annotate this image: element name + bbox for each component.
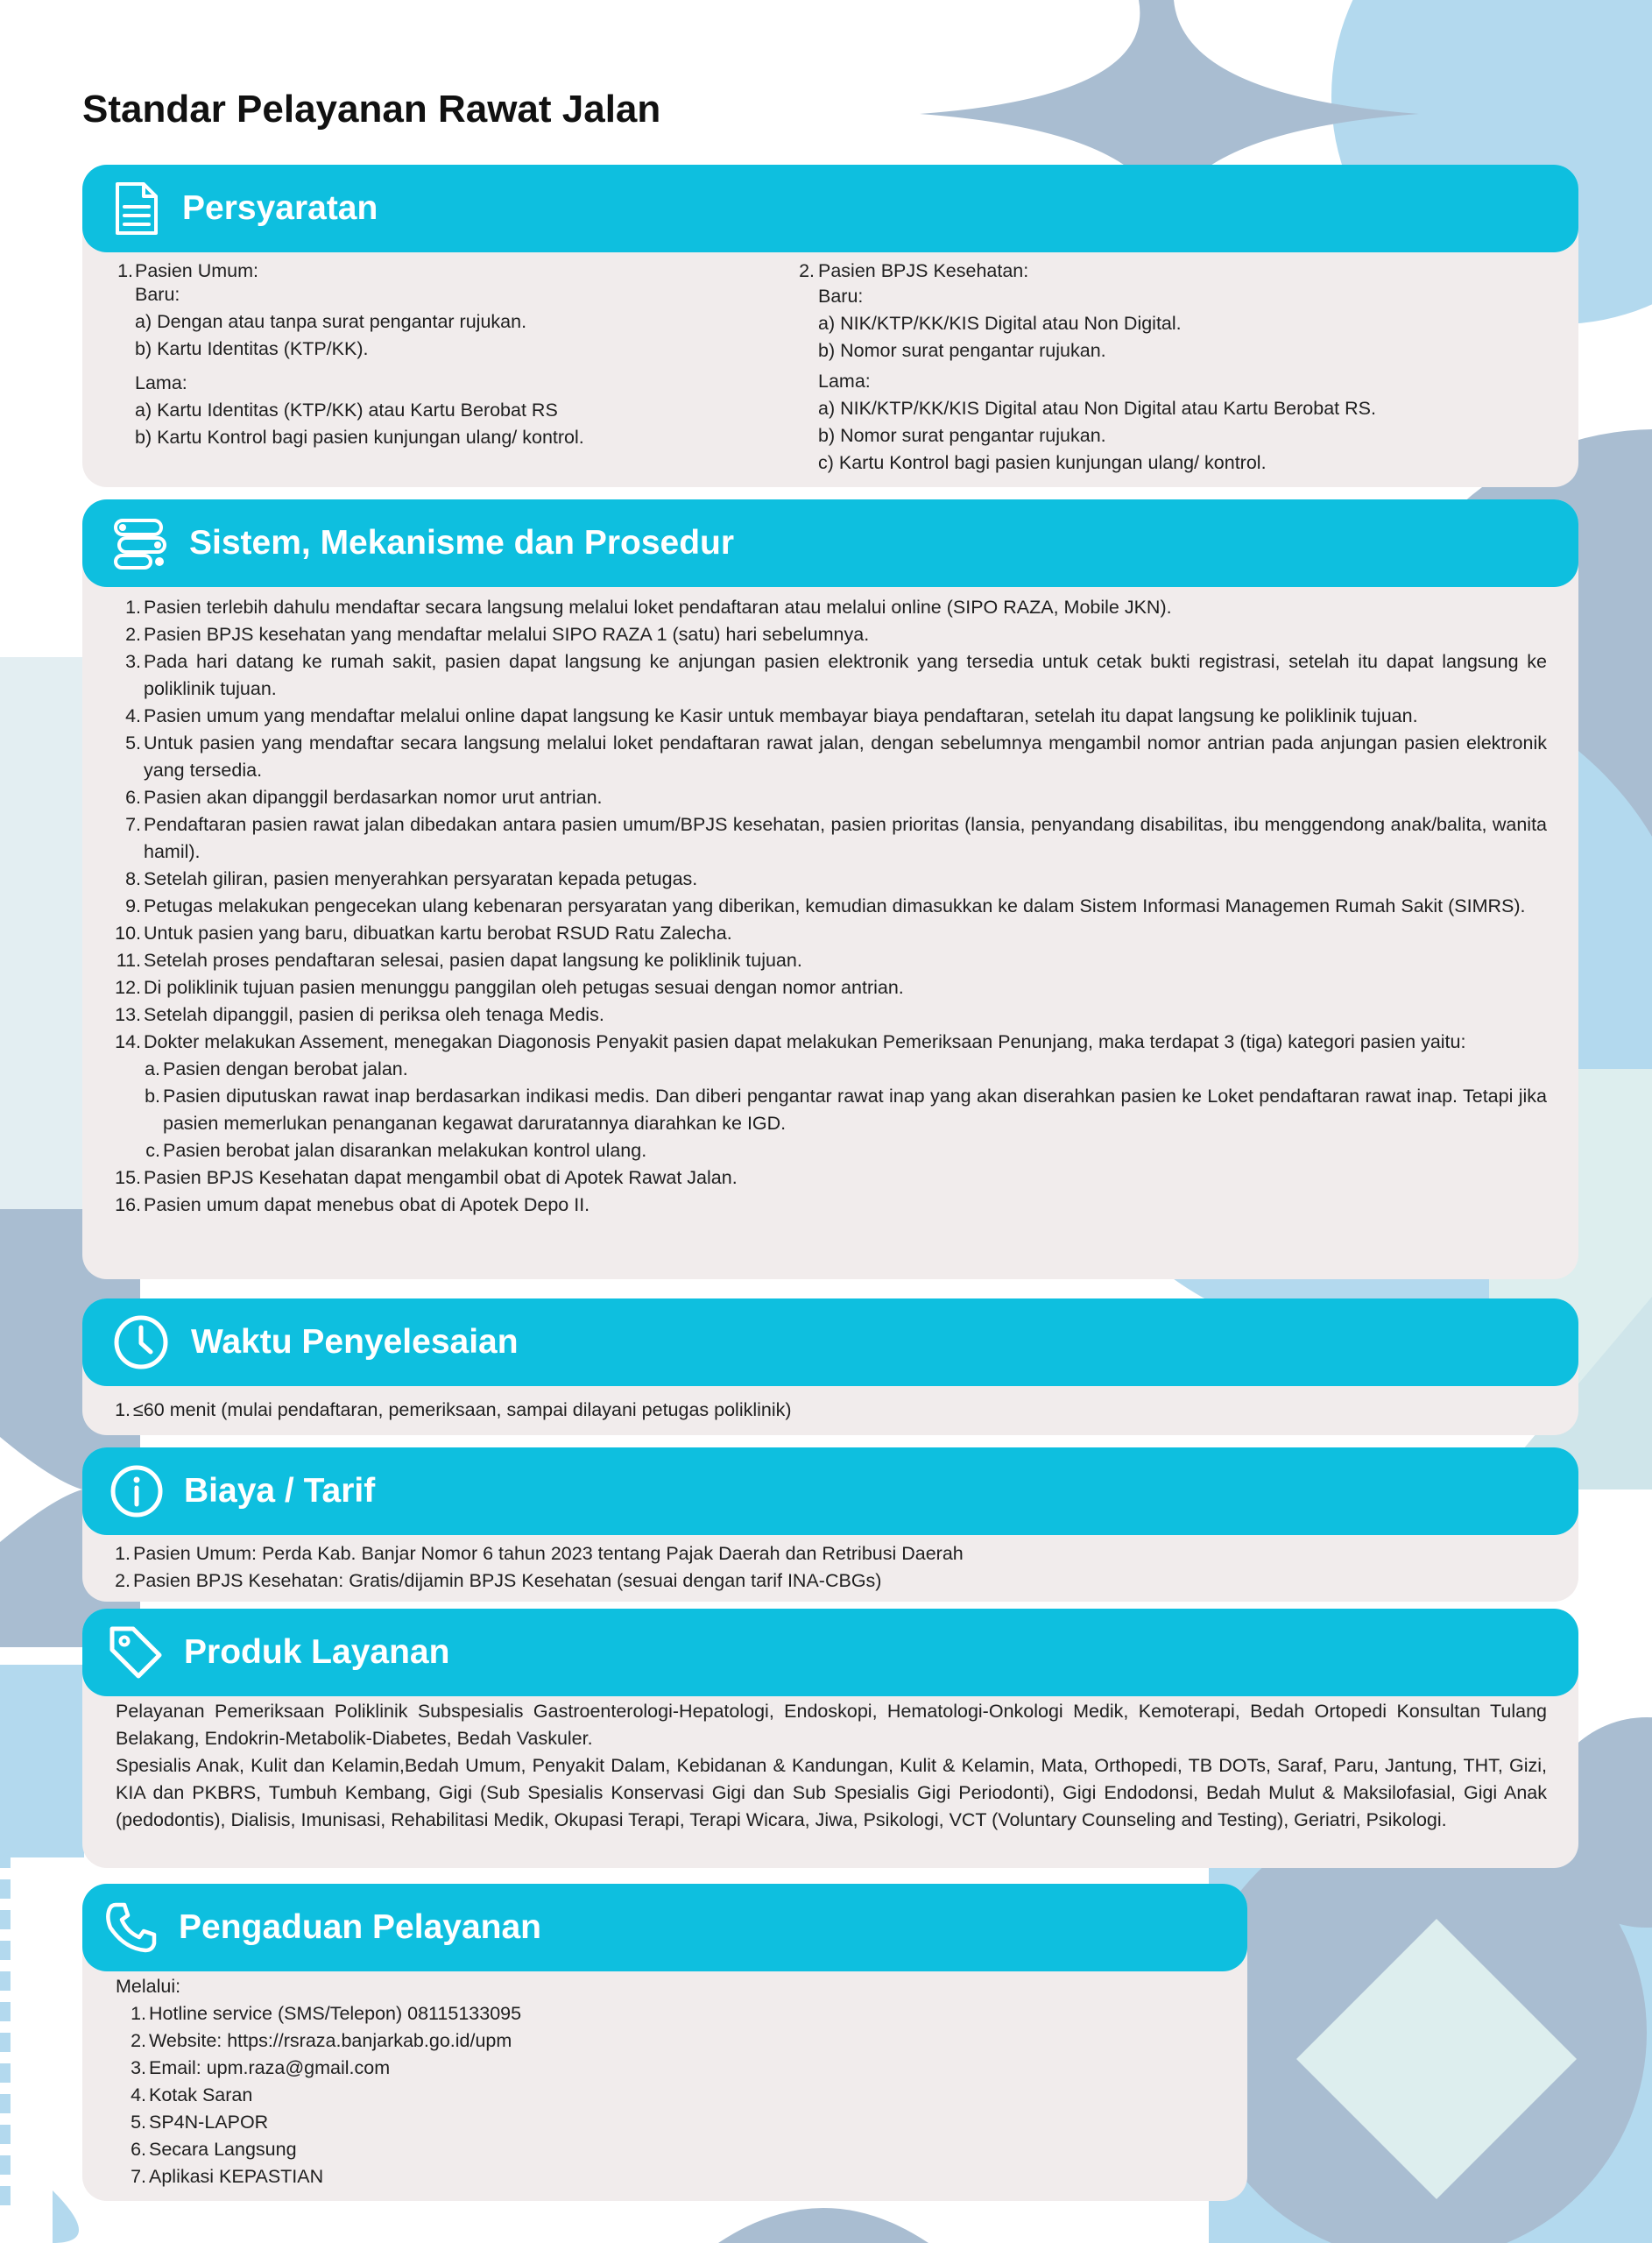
sistem-list [110, 594, 1547, 1056]
pengaduan-list [116, 2000, 1216, 2190]
produk-paragraph: Pelayanan Pemeriksaan Poliklinik Subspesialis Gastroenterologi-Hepatologi, Endoskopi, Hematologi-Onkologi Medik, Kemoterapi, Bedah Ortopedi Konsultan Tulang Belakang, Endokrin-Metabolik-Diabetes, Bedah Vaskuler. [116, 1701, 1547, 1749]
bpjs-baru-label: Baru: [818, 286, 864, 307]
section-persyaratan [82, 165, 1578, 487]
list-item: 10. Untuk pasien yang baru, dibuatkan kartu berobat RSUD Ratu Zalecha. [115, 923, 732, 944]
list-number: 2. [799, 260, 815, 281]
umum-heading: Pasien Umum: [135, 260, 258, 281]
list-item: 13. Setelah dipanggil, pasien di periksa oleh tenaga Medis. [115, 1004, 604, 1025]
list-item: 3. Email: upm.raza@gmail.com [131, 2057, 391, 2078]
bpjs-heading: Pasien BPJS Kesehatan: [818, 260, 1029, 281]
bpjs-baru-item: a) NIK/KTP/KK/KIS Digital atau Non Digital. [818, 313, 1182, 334]
biaya-list [107, 1540, 1547, 1595]
sub-list-item: c. Pasien berobat jalan disarankan melakukan kontrol ulang. [145, 1140, 647, 1161]
section-header [82, 499, 1578, 587]
page-title: Standar Pelayanan Rawat Jalan [82, 88, 661, 131]
list-item: 5. SP4N-LAPOR [131, 2112, 269, 2133]
list-item: 6. Secara Langsung [131, 2139, 297, 2160]
list-item: 1. Hotline service (SMS/Telepon) 08115133095 [131, 2003, 522, 2024]
list-item: 16. Pasien umum dapat menebus obat di Apotek Depo II. [115, 1194, 590, 1215]
bpjs-lama-item: b) Nomor surat pengantar rujukan. [818, 425, 1106, 446]
bpjs-baru-item: b) Nomor surat pengantar rujukan. [818, 340, 1106, 361]
list-item: 3. Pada hari datang ke rumah sakit, pasien dapat langsung ke anjungan pasien elektronik yang tersedia untuk cetak bukti registrasi, setelah itu dapat langsung ke poliklinik tujuan. [125, 651, 1547, 699]
sistem-content [110, 594, 1547, 1219]
list-item: 7. Pendaftaran pasien rawat jalan dibedakan antara pasien umum/BPJS kesehatan, pasien prioritas (lansia, penyandang disabilitas, ibu menggendong anak/balita, wanita hamil). [125, 814, 1547, 862]
bpjs-lama-item: c) Kartu Kontrol bagi pasien kunjungan ulang/ kontrol. [818, 452, 1267, 473]
section-title: Sistem, Mekanisme dan Prosedur [189, 524, 735, 562]
produk-paragraph: Spesialis Anak, Kulit dan Kelamin,Bedah Umum, Penyakit Dalam, Kebidanan & Kandungan, Kulit & Kelamin, Mata, Orthopedi, TB DOTs, Saraf, Paru, Jantung, THT, Gizi, KIA dan PKBRS, Tumbuh Kembang, Gigi (Sub Spesialis Konservasi Gigi dan Sub Spesialis Gigi Periodonti), Gigi Endodonsi, Bedah Mulut & Maksilofasial, Gigi Anak (pedodontis), Dialisis, Imunisasi, Rehabilitasi Medik, Okupasi Terapi, Terapi Wicara, Jiwa, Psikologi, VCT (Voluntary Counseling and Testing), Geriatri, Psikologi. [116, 1755, 1547, 1830]
list-item: 11. Setelah proses pendaftaran selesai, pasien dapat langsung ke poliklinik tujuan. [116, 950, 802, 971]
section-biaya [82, 1447, 1578, 1602]
list-item: 9. Petugas melakukan pengecekan ulang kebenaran persyaratan yang diberikan, kemudian dimasukkan ke dalam Sistem Informasi Managemen Rumah Sakit (SIMRS). [125, 895, 1526, 916]
phone-icon [103, 1900, 159, 1956]
section-title: Produk Layanan [184, 1633, 450, 1671]
persyaratan-bpjs [797, 258, 1550, 477]
section-title: Waktu Penyelesaian [191, 1323, 519, 1361]
umum-lama-item: b) Kartu Kontrol bagi pasien kunjungan ulang/ kontrol. [135, 427, 584, 448]
section-header [82, 1884, 1247, 1971]
list-number: 1. [117, 260, 133, 281]
section-sistem [82, 499, 1578, 1279]
waktu-list [107, 1397, 1547, 1424]
list-item: 4. Pasien umum yang mendaftar melalui online dapat langsung ke Kasir untuk membayar biaya pendaftaran, setelah itu dapat langsung ke poliklinik tujuan. [125, 705, 1418, 726]
list-item: 1. ≤60 menit (mulai pendaftaran, pemeriksaan, sampai dilayani petugas poliklinik) [115, 1399, 792, 1420]
umum-baru-item: b) Kartu Identitas (KTP/KK). [135, 338, 369, 359]
section-header [82, 1609, 1578, 1696]
sistem-sublist [144, 1056, 1547, 1164]
section-title: Biaya / Tarif [184, 1472, 376, 1510]
pengaduan-intro: Melalui: [116, 1976, 181, 1997]
produk-content [116, 1698, 1547, 1834]
list-item: 5. Untuk pasien yang mendaftar secara langsung melalui loket pendaftaran rawat jalan, dengan sebelumnya mengambil nomor antrian pada anjungan pasien elektronik yang tersedia. [125, 732, 1547, 781]
sub-list-item: b. Pasien diputuskan rawat inap berdasarkan indikasi medis. Dan diberi pengantar rawat inap yang akan diserahkan pasien ke Loket pendaftaran rawat inap. Tetapi jika pasien memerlukan penanganan kegawat daruratannya diarahkan ke IGD. [145, 1086, 1547, 1134]
list-item: 7. Aplikasi KEPASTIAN [131, 2166, 324, 2187]
section-title: Pengaduan Pelayanan [179, 1908, 541, 1946]
list-item: 2. Website: https://rsraza.banjarkab.go.id/upm [131, 2030, 512, 2051]
persyaratan-umum [114, 258, 762, 451]
list-item: 1. Pasien terlebih dahulu mendaftar secara langsung melalui loket pendaftaran atau melalui online (SIPO RAZA, Mobile JKN). [125, 597, 1172, 618]
section-produk [82, 1609, 1578, 1868]
list-item: 2. Pasien BPJS kesehatan yang mendaftar melalui SIPO RAZA 1 (satu) hari sebelumnya. [125, 624, 870, 645]
umum-lama-label: Lama: [135, 372, 187, 393]
sub-list-item: a. Pasien dengan berobat jalan. [145, 1058, 408, 1079]
list-item: 15. Pasien BPJS Kesehatan dapat mengambil obat di Apotek Rawat Jalan. [115, 1167, 738, 1188]
pengaduan-content [116, 1973, 1216, 2190]
list-item: 8. Setelah giliran, pasien menyerahkan persyaratan kepada petugas. [125, 868, 698, 889]
list-item: 6. Pasien akan dipanggil berdasarkan nomor urut antrian. [125, 787, 603, 808]
list-item: 14. Dokter melakukan Assement, menegakan Diagonosis Penyakit pasien dapat melakukan Pemeriksaan Penunjang, maka terdapat 3 (tiga) kategori pasien yaitu: [115, 1031, 1466, 1052]
bpjs-lama-label: Lama: [818, 371, 871, 392]
sistem-list-continued [110, 1164, 1547, 1219]
list-item: 1. Pasien Umum: Perda Kab. Banjar Nomor 6 tahun 2023 tentang Pajak Daerah dan Retribusi Daerah [115, 1543, 964, 1564]
clock-icon [112, 1313, 170, 1371]
bpjs-lama-item: a) NIK/KTP/KK/KIS Digital atau Non Digital atau Kartu Berobat RS. [818, 398, 1376, 419]
section-waktu [82, 1298, 1578, 1435]
info-icon [109, 1463, 165, 1519]
document-icon [112, 180, 161, 237]
umum-baru-item: a) Dengan atau tanpa surat pengantar rujukan. [135, 311, 527, 332]
waktu-content [107, 1397, 1547, 1424]
umum-baru-label: Baru: [135, 284, 180, 305]
umum-lama-item: a) Kartu Identitas (KTP/KK) atau Kartu Berobat RS [135, 400, 558, 421]
section-pengaduan [82, 1884, 1247, 2201]
list-item: 4. Kotak Saran [131, 2084, 253, 2105]
section-header [82, 165, 1578, 252]
section-header [82, 1447, 1578, 1535]
section-header [82, 1298, 1578, 1386]
workflow-icon [112, 517, 168, 570]
section-title: Persyaratan [182, 189, 378, 227]
biaya-content [107, 1540, 1547, 1595]
list-item: 2. Pasien BPJS Kesehatan: Gratis/dijamin BPJS Kesehatan (sesuai dengan tarif INA-CBGs) [115, 1570, 882, 1591]
list-item: 12. Di poliklinik tujuan pasien menunggu panggilan oleh petugas sesuai dengan nomor antrian. [115, 977, 904, 998]
tag-icon [107, 1624, 165, 1681]
